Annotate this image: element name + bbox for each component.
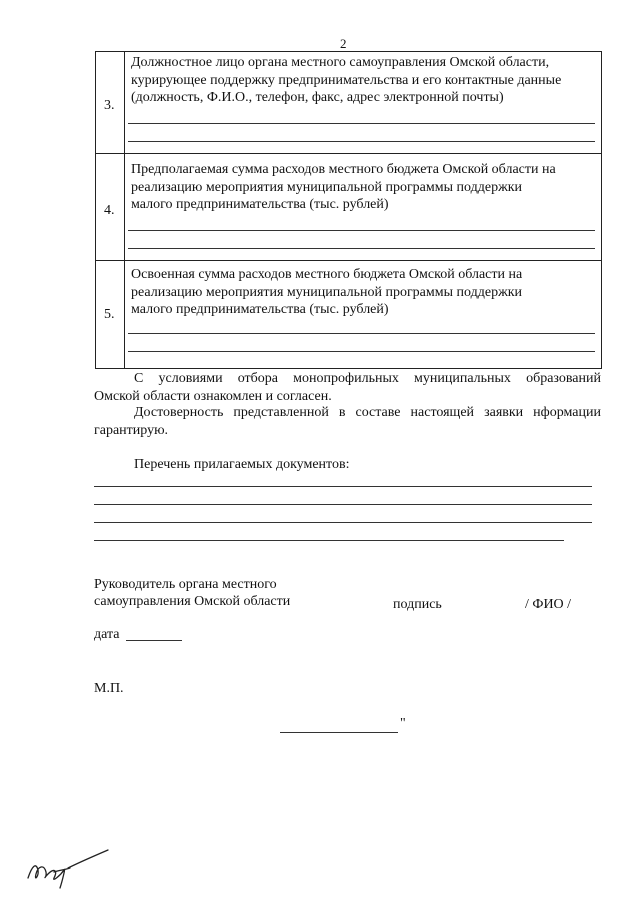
fill-line	[128, 141, 595, 142]
row-number-cell	[96, 261, 125, 368]
fill-line	[128, 248, 595, 249]
row-number: 5.	[104, 307, 115, 322]
documents-label: Перечень прилагаемых документов:	[134, 457, 350, 472]
guarantee-line: гарантирую.	[94, 422, 169, 438]
date-label: дата	[94, 627, 120, 642]
documents-line	[94, 504, 592, 505]
row-description	[131, 161, 597, 214]
agreement-paragraph	[94, 370, 601, 405]
signature-label: подпись	[393, 597, 442, 612]
table-row	[96, 52, 601, 153]
fill-line	[128, 333, 595, 334]
row-description-line: (должность, Ф.И.О., телефон, факс, адрес электронной почты)	[131, 90, 504, 105]
blank-line	[280, 732, 398, 733]
date-line	[126, 640, 182, 641]
row-description-line: Освоенная сумма расходов местного бюджета Омской области на	[131, 267, 523, 282]
head-title-line: самоуправления Омской области	[94, 594, 291, 609]
row-description-line: малого предпринимательства (тыс. рублей)	[131, 197, 389, 212]
head-title-line: Руководитель органа местного	[94, 577, 277, 592]
row-number-cell	[96, 154, 125, 260]
info-table	[95, 51, 602, 369]
documents-line	[94, 486, 592, 487]
guarantee-line: Достоверность представленной в составе настоящей заявки нформации	[134, 405, 601, 420]
row-description-line: реализацию мероприятия муниципальной программы поддержки	[131, 179, 523, 195]
documents-line	[94, 540, 564, 541]
agreement-line: С условиями отбора монопрофильных муниципальных образований	[134, 371, 601, 386]
head-title	[94, 576, 290, 610]
row-description-line: курирующее поддержку предпринимательства и его контактные данные	[131, 72, 562, 88]
fill-line	[128, 230, 595, 231]
row-number: 3.	[104, 98, 115, 113]
page-number: 2	[340, 36, 347, 51]
row-description	[131, 266, 597, 319]
documents-line	[94, 522, 592, 523]
row-description-line: реализацию мероприятия муниципальной программы поддержки	[131, 284, 523, 300]
guarantee-paragraph	[94, 404, 601, 439]
row-number: 4.	[104, 203, 115, 218]
fill-line	[128, 351, 595, 352]
row-number-cell	[96, 52, 125, 153]
table-row	[96, 260, 601, 368]
stamp-label: М.П.	[94, 681, 124, 696]
fio-label: / ФИО /	[525, 597, 572, 612]
table-row	[96, 153, 601, 260]
handwritten-signature-icon	[24, 848, 114, 890]
agreement-line: Омской области ознакомлен и согласен.	[94, 388, 332, 404]
row-description	[131, 54, 597, 107]
fill-line	[128, 123, 595, 124]
row-description-line: Должностное лицо органа местного самоуправления Омской области,	[131, 55, 550, 70]
row-description-line: малого предпринимательства (тыс. рублей)	[131, 302, 389, 317]
row-description-line: Предполагаемая сумма расходов местного бюджета Омской области на	[131, 162, 556, 177]
quote-mark: "	[400, 716, 406, 731]
